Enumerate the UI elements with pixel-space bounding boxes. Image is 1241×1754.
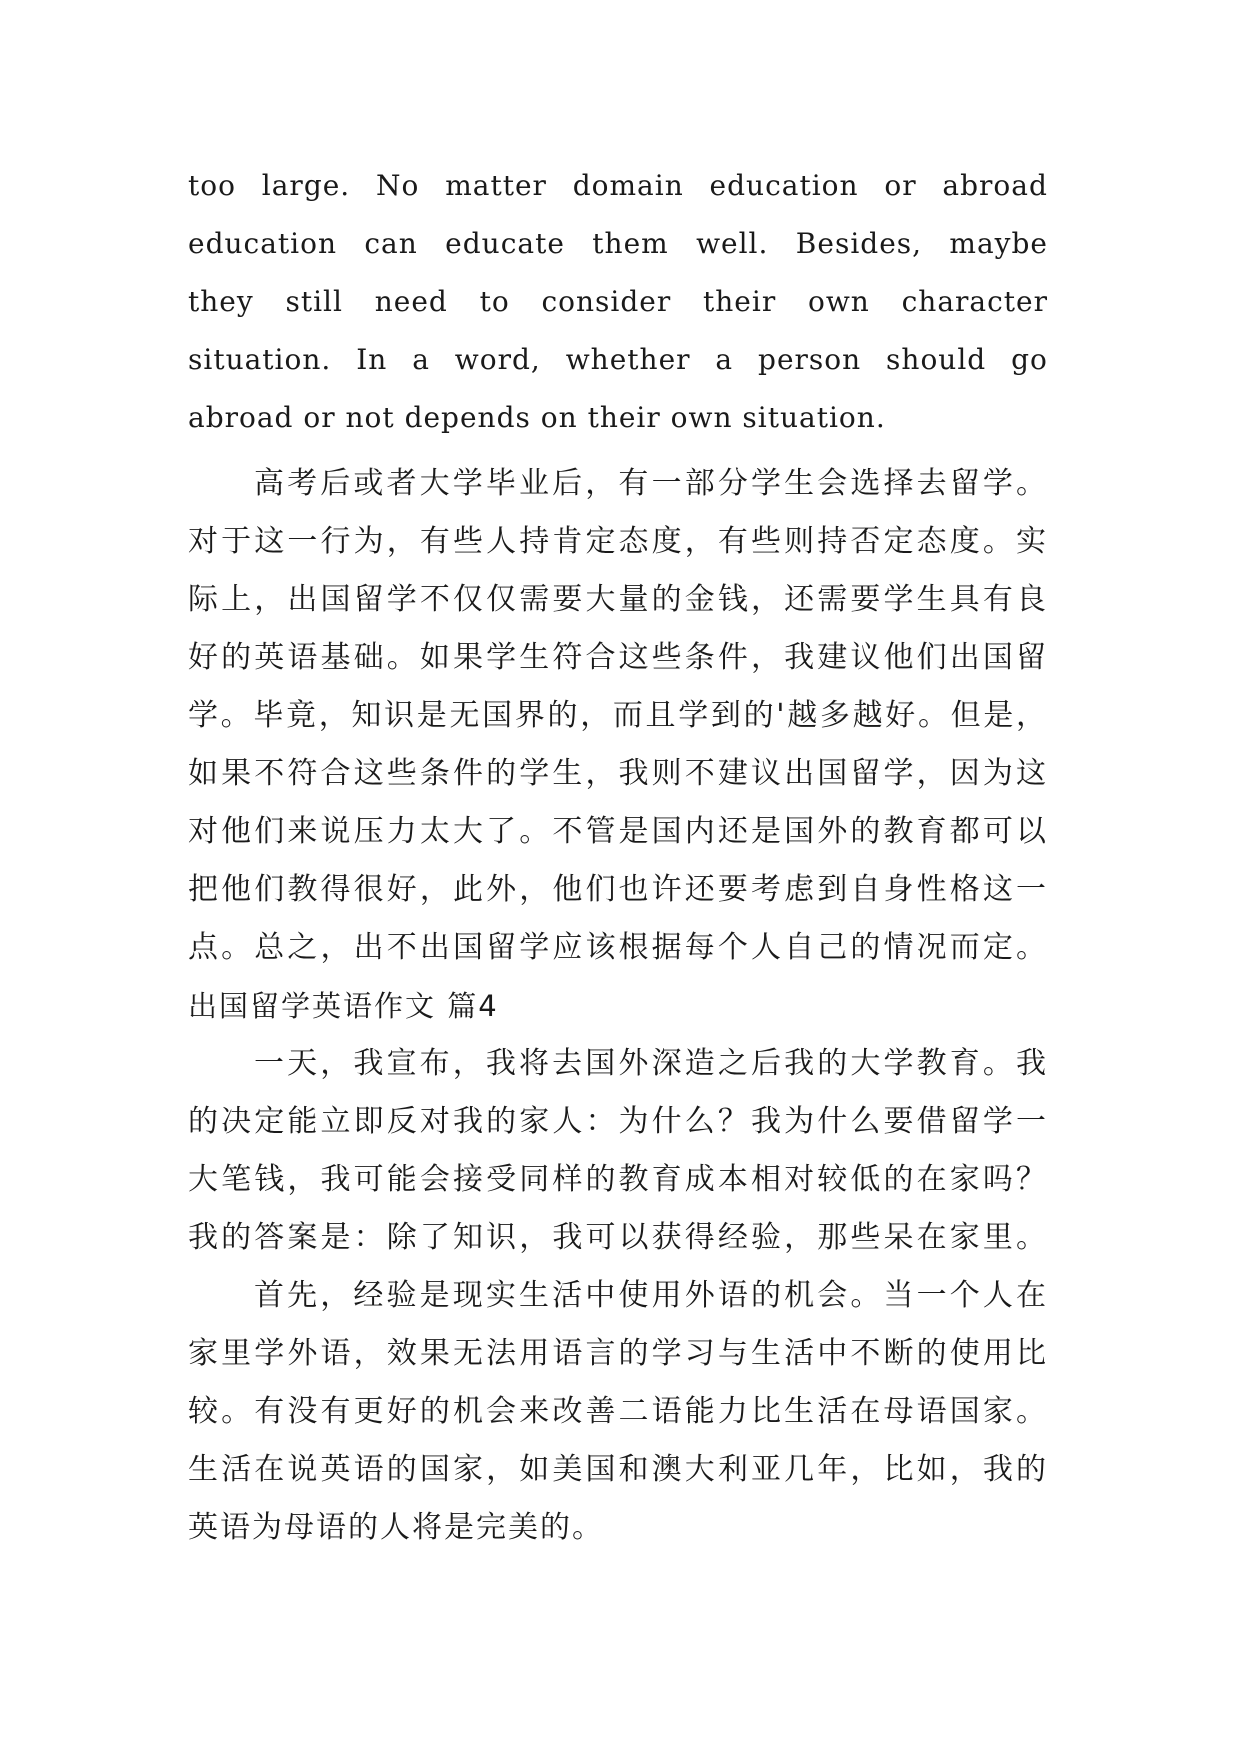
english-word: consider: [541, 285, 672, 318]
english-word: they: [188, 285, 254, 318]
paragraph-line: 的决定能立即反对我的家人：为什么？我为什么要借留学一: [188, 1104, 1048, 1139]
paragraph-line: 对他们来说压力太大了。不管是国内还是国外的教育都可以: [188, 814, 1048, 849]
paragraph-line: 际上，出国留学不仅仅需要大量的金钱，还需要学生具有良: [188, 582, 1048, 617]
paragraph-line: 一天，我宣布，我将去国外深造之后我的大学教育。我: [254, 1046, 1048, 1081]
english-word: need: [374, 285, 448, 318]
english-word: person: [758, 343, 862, 376]
english-word: too: [188, 169, 236, 202]
english-word: educate: [445, 227, 565, 260]
section-heading: 出国留学英语作文 篇4: [188, 989, 499, 1023]
paragraph-line: 大笔钱，我可能会接受同样的教育成本相对较低的在家吗？: [188, 1162, 1048, 1197]
english-word: a: [412, 343, 430, 376]
english-line: [188, 215, 1048, 273]
english-word: can: [364, 227, 418, 260]
paragraph-line: 英语为母语的人将是完美的。: [188, 1510, 604, 1545]
english-word: should: [886, 343, 987, 376]
english-word: education: [188, 227, 337, 260]
paragraph-line: 较。有没有更好的机会来改善二语能力比生活在母语国家。: [188, 1394, 1048, 1429]
paragraph-line: 对于这一行为，有些人持肯定态度，有些则持否定态度。实: [188, 524, 1048, 559]
english-word: Besides,: [795, 227, 923, 260]
english-word: In: [356, 343, 388, 376]
english-word: large.: [261, 169, 351, 202]
english-word: to: [479, 285, 510, 318]
english-word: them: [592, 227, 669, 260]
english-word: domain: [572, 169, 684, 202]
english-word: their: [703, 285, 777, 318]
paragraph-line: 如果不符合这些条件的学生，我则不建议出国留学，因为这: [188, 756, 1048, 791]
paragraph-line: 把他们教得很好，此外，他们也许还要考虑到自身性格这一: [188, 872, 1048, 907]
english-word: No: [376, 169, 420, 202]
paragraph-line: 家里学外语，效果无法用语言的学习与生活中不断的使用比: [188, 1336, 1048, 1371]
english-line: abroad or not depends on their own situation.: [188, 401, 886, 434]
paragraph-line: 学。毕竟，知识是无国界的，而且学到的'越多越好。但是，: [188, 698, 1048, 733]
paragraph-line: 首先，经验是现实生活中使用外语的机会。当一个人在: [254, 1278, 1048, 1313]
chinese-paragraph-3: [188, 1267, 1048, 1557]
english-word: maybe: [949, 227, 1048, 260]
english-word: matter: [445, 169, 547, 202]
english-word: a: [715, 343, 734, 376]
english-word: word,: [454, 343, 541, 376]
english-word: go: [1011, 343, 1048, 376]
english-word: still: [285, 285, 343, 318]
english-line: [188, 157, 1048, 215]
english-word: abroad: [942, 169, 1048, 202]
paragraph-line: 好的英语基础。如果学生符合这些条件，我建议他们出国留: [188, 640, 1048, 675]
english-word: situation.: [188, 343, 332, 376]
paragraph-line: 高考后或者大学毕业后，有一部分学生会选择去留学。: [254, 466, 1048, 501]
english-line: [188, 331, 1048, 389]
english-word: education: [709, 169, 859, 202]
english-word: character: [901, 285, 1048, 318]
section-heading-block: [188, 977, 1048, 1035]
english-paragraph: [188, 157, 1048, 447]
english-line: [188, 273, 1048, 331]
paragraph-line: 我的答案是：除了知识，我可以获得经验，那些呆在家里。: [188, 1220, 1048, 1255]
chinese-paragraph-2: [188, 1035, 1048, 1267]
paragraph-line: 点。总之，出不出国留学应该根据每个人自己的情况而定。: [188, 930, 1048, 965]
english-word: well.: [696, 227, 769, 260]
english-word: whether: [565, 343, 691, 376]
english-word: own: [807, 285, 870, 318]
paragraph-line: 生活在说英语的国家，如美国和澳大利亚几年，比如，我的: [188, 1452, 1048, 1487]
english-word: or: [884, 169, 917, 202]
chinese-paragraph-1: [188, 455, 1048, 977]
